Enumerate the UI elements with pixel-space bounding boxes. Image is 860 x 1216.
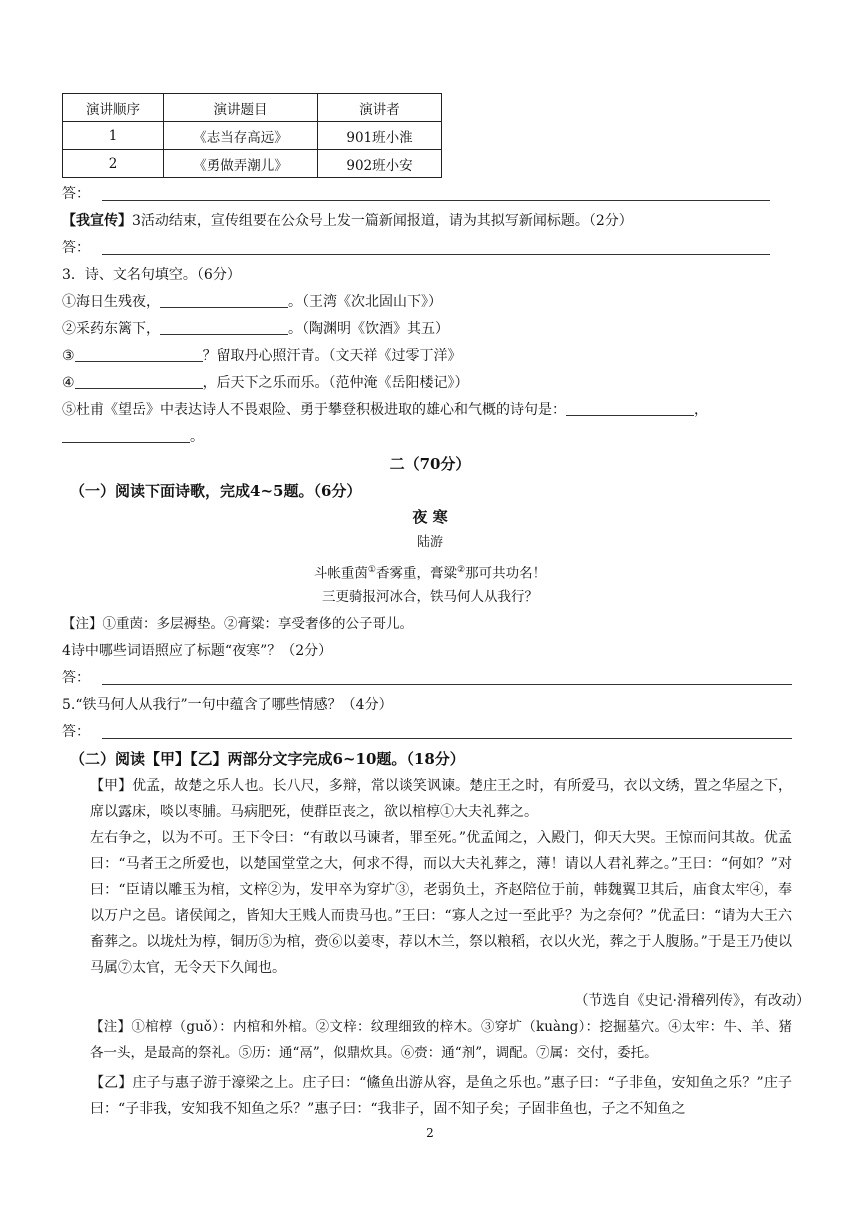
q3-item-4: ④ ，后天下之乐而乐。（范仲淹《岳阳楼记》）	[62, 375, 469, 391]
answer-line[interactable]	[62, 238, 792, 258]
jia-passage	[62, 773, 792, 981]
table-header: 演讲顺序	[63, 94, 164, 122]
answer-line[interactable]	[62, 668, 792, 688]
promo-text: 3活动结束，宣传组要在公众号上发一篇新闻报道，请为其拟写新闻标题。（2分）	[132, 213, 633, 229]
answer-label: 答：	[62, 240, 90, 256]
jia-note: 【注】①棺椁（guǒ）：内棺和外棺。②文梓：纹理细致的梓木。③穿圹（kuàng）：挖掘墓穴。④太牢：牛、羊、猪各一头，是最高的祭礼。⑤历：通“鬲”，似鼎炊具。⑥赍：通“剂”，调配。⑦属：交付，委托。	[90, 1019, 792, 1061]
promo-tag: 【我宣传】	[62, 213, 132, 229]
fill-blank[interactable]	[160, 293, 288, 308]
q4: 4诗中哪些词语照应了标题“夜寒”？（2分）	[62, 643, 333, 659]
table-cell: 《志当存高远》	[164, 122, 318, 150]
poem-line-2: 三更骑报河冰合，铁马何人从我行？	[322, 589, 538, 605]
q3-item-2: ②采药东篱下， 。（陶渊明《饮酒》其五）	[62, 321, 449, 337]
table-header: 演讲者	[318, 94, 442, 122]
table-row	[63, 150, 442, 178]
q3-item-5: ⑤杜甫《望岳》中表达诗人不畏艰险、勇于攀登积极进取的雄心和气概的诗句是： ，	[62, 402, 708, 418]
fill-blank[interactable]	[75, 374, 203, 389]
table-cell: 901班小淮	[318, 122, 442, 150]
page-number: 2	[426, 1126, 434, 1140]
promo-question	[62, 211, 633, 231]
poem-title: 夜 寒	[412, 508, 448, 526]
yi-paragraph-1: 【乙】庄子与惠子游于濠梁之上。庄子曰：“鯈鱼出游从容，是鱼之乐也。”惠子曰：“子非鱼，安知鱼之乐？”庄子曰：“子非我，安知我不知鱼之乐？”惠子曰：“我非子，固不知子矣；子固非鱼也，子之不知鱼之	[90, 1075, 792, 1117]
table-cell: 《勇做弄潮儿》	[164, 150, 318, 178]
speech-schedule-table	[62, 93, 442, 178]
table-cell: 2	[63, 150, 164, 178]
yi-passage	[62, 1070, 792, 1122]
answer-label: 答：	[62, 186, 90, 202]
jia-paragraph-2: 左右争之，以为不可。王下令曰：“有敢以马谏者，罪至死。”优孟闻之，入殿门，仰天大哭。王惊而问其故。优孟曰：“马者王之所爱也，以楚国堂堂之大，何求不得，而以大夫礼葬之，薄！请以人君礼葬之。”王曰：“何如？”对曰：“臣请以雕玉为棺，文梓②为，发甲卒为穿圹③，老弱负土，齐赵陪位于前，韩魏翼卫其后，庙食太牢④，奉以万户之邑。诸侯闻之，皆知大王贱人而贵马也。”王曰：“寡人之过一至此乎？为之奈何？”优孟曰：“请为大王六畜葬之。以垅灶为椁，铜历⑤为棺，赍⑥以姜枣，荐以木兰，祭以粮稻，衣以火光，葬之于人腹肠。”于是王乃使以马属⑦太官，无令天下久闻也。	[90, 830, 792, 976]
table-header: 演讲题目	[164, 94, 318, 122]
table-row	[63, 122, 442, 150]
answer-line[interactable]	[62, 722, 792, 742]
q3-title: 3．诗、文名句填空。（6分）	[62, 267, 241, 283]
q3-item-3: ③ ？留取丹心照汗青。（文天祥《过零丁洋》	[62, 348, 462, 364]
part1-title: （一）阅读下面诗歌，完成4~5题。（6分）	[70, 482, 362, 500]
table-header-row	[63, 94, 442, 122]
q5: 5.“铁马何人从我行”一句中蕴含了哪些情感？（4分）	[62, 697, 393, 713]
answer-label: 答：	[62, 724, 90, 740]
table-cell: 1	[63, 122, 164, 150]
section-title: 二（70分）	[389, 455, 471, 473]
answer-label: 答：	[62, 670, 90, 686]
fill-blank[interactable]	[75, 347, 203, 362]
q3-item-5-cont: 。	[62, 427, 204, 447]
jia-paragraph-1: 【甲】优孟，故楚之乐人也。长八尺，多辩，常以谈笑讽谏。楚庄王之时，有所爱马，衣以文绣，置之华屋之下，席以露床，啖以枣脯。马病肥死，使群臣丧之，欲以棺椁①大夫礼葬之。	[90, 778, 792, 820]
q3-item-1: ①海日生残夜， 。（王湾《次北固山下》）	[62, 294, 442, 310]
poem-note: 【注】①重茵：多层褥垫。②膏粱：享受奢侈的公子哥儿。	[62, 616, 413, 632]
jia-source: （节选自《史记·滑稽列传》，有改动）	[574, 993, 810, 1009]
part2-title: （二）阅读【甲】【乙】两部分文字完成6~10题。（18分）	[70, 750, 465, 768]
fill-blank[interactable]	[62, 428, 190, 443]
poem-author: 陆游	[416, 535, 443, 550]
table-cell: 902班小安	[318, 150, 442, 178]
poem-line-1: 斗帐重茵①香雾重，膏粱②那可共功名！	[313, 565, 547, 582]
fill-blank[interactable]	[160, 320, 288, 335]
fill-blank[interactable]	[566, 401, 694, 416]
answer-line[interactable]	[62, 184, 792, 204]
